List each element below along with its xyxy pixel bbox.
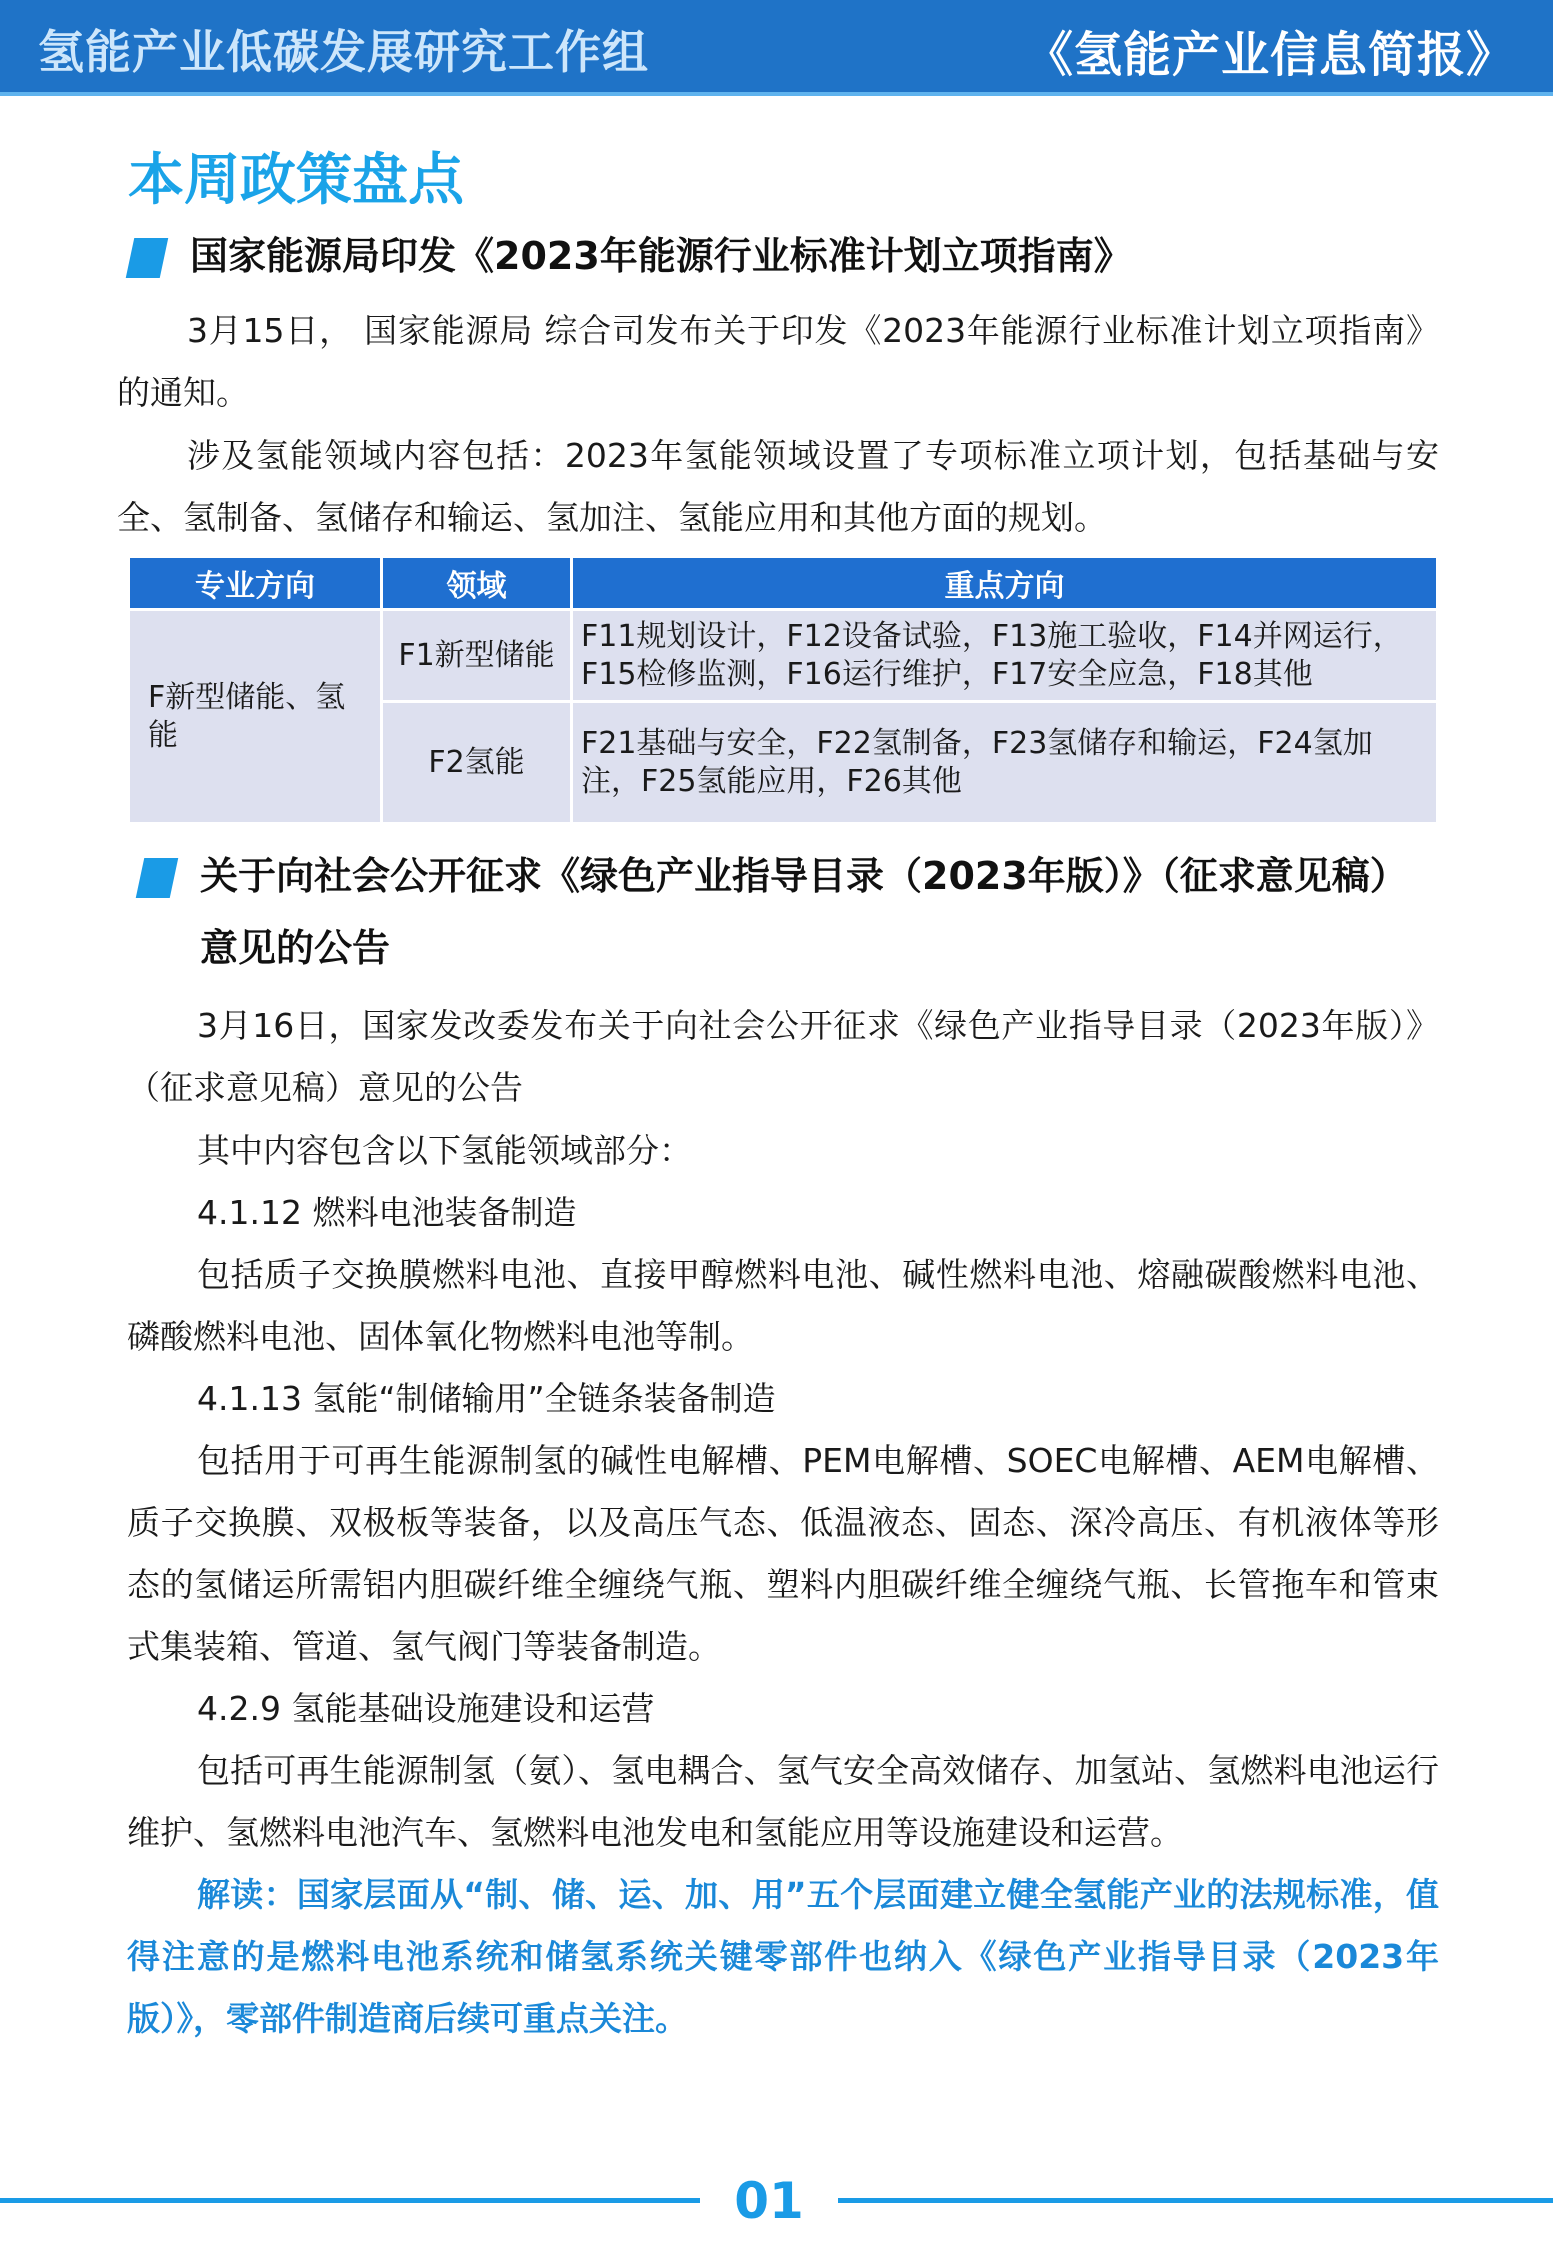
- footer-divider-right: [838, 2198, 1553, 2203]
- table-cell-focus: F11规划设计，F12设备试验，F13施工验收，F14并网运行，F15检修监测，F16运行维护，F17安全应急，F18其他: [572, 610, 1438, 702]
- header-organization: 氢能产业低碳发展研究工作组: [38, 25, 649, 79]
- table-cell-major: F新型储能、氢能: [129, 610, 382, 824]
- item1-body: 包括质子交换膜燃料电池、直接甲醇燃料电池、碱性燃料电池、熔融碳酸燃料电池、磷酸燃料电池、固体氧化物燃料电池等制。: [127, 1255, 1439, 1356]
- section-title: 本周政策盘点: [128, 148, 464, 213]
- table-header-major: 专业方向: [129, 557, 382, 610]
- item2-title: 4.1.13 氢能“制储输用”全链条装备制造: [197, 1379, 776, 1418]
- article1-heading-text: 国家能源局印发《2023年能源行业标准计划立项指南》: [190, 234, 1132, 278]
- table-header-focus: 重点方向: [572, 557, 1438, 610]
- article1-paragraph-1: 3月15日， 国家能源局 综合司发布关于印发《2023年能源行业标准计划立项指南》的通知。: [117, 311, 1439, 412]
- heading-marker-icon: [126, 238, 169, 278]
- article2-heading-text: 关于向社会公开征求《绿色产业指导目录（2023年版）》（征求意见稿）意见的公告: [200, 854, 1408, 970]
- page-header: [0, 0, 1553, 92]
- item3-title: 4.2.9 氢能基础设施建设和运营: [197, 1689, 655, 1728]
- table-row: [129, 610, 1438, 702]
- article1-paragraph-2: 涉及氢能领域内容包括：2023年氢能领域设置了专项标准立项计划，包括基础与安全、氢制备、氢储存和输运、氢加注、氢能应用和其他方面的规划。: [117, 436, 1439, 537]
- article2-heading: [200, 840, 1440, 984]
- heading-marker-icon: [136, 858, 179, 898]
- item2-body: 包括用于可再生能源制氢的碱性电解槽、PEM电解槽、SOEC电解槽、AEM电解槽、质子交换膜、双极板等装备，以及高压气态、低温液态、固态、深冷高压、有机液体等形态的氢储运所需铝内胆碳纤维全缠绕气瓶、塑料内胆碳纤维全缠绕气瓶、长管拖车和管束式集装箱、管道、氢气阀门等装备制造。: [127, 1441, 1439, 1666]
- table-cell-focus: F21基础与安全，F22氢制备，F23氢储存和输运，F24氢加注，F25氢能应用，F26其他: [572, 702, 1438, 824]
- article1-heading: [190, 220, 1450, 292]
- interpretation-note: 解读：国家层面从“制、储、运、加、用”五个层面建立健全氢能产业的法规标准，值得注意的是燃料电池系统和储氢系统关键零部件也纳入《绿色产业指导目录（2023年版）》，零部件制造商后续可重点关注。: [127, 1875, 1439, 2038]
- table-header-row: [129, 557, 1438, 610]
- table-cell-field: F1新型储能: [382, 610, 572, 702]
- table-cell-field: F2氢能: [382, 702, 572, 824]
- header-publication-title: 《氢能产业信息简报》: [1024, 27, 1515, 83]
- item3-body: 包括可再生能源制氢（氨）、氢电耦合、氢气安全高效储存、加氢站、氢燃料电池运行维护、氢燃料电池汽车、氢燃料电池发电和氢能应用等设施建设和运营。: [127, 1751, 1439, 1852]
- standards-table: [127, 555, 1439, 825]
- article2-paragraph-2: 其中内容包含以下氢能领域部分：: [197, 1131, 692, 1170]
- article2-paragraph-1: 3月16日，国家发改委发布关于向社会公开征求《绿色产业指导目录（2023年版）》（征求意见稿）意见的公告: [127, 1006, 1439, 1107]
- item1-title: 4.1.12 燃料电池装备制造: [197, 1193, 577, 1232]
- table-header-field: 领域: [382, 557, 572, 610]
- footer-divider-left: [0, 2198, 700, 2203]
- header-divider: [0, 92, 1553, 96]
- page-number: 01: [734, 2172, 804, 2230]
